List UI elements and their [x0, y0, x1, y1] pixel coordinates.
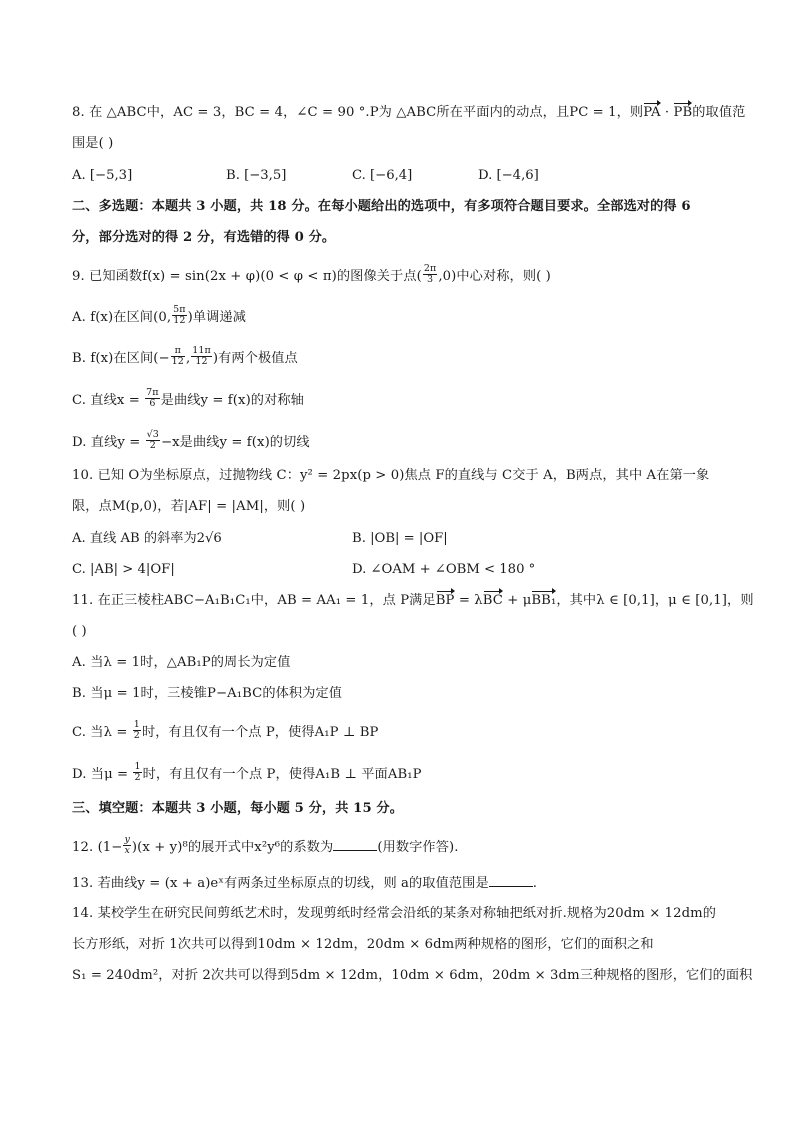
vector-pb: PB [673, 105, 693, 120]
q12-stem: 12. (1− $\frac{y}{x}$ )(x + y)⁸的展开式中x²y⁶的系数为 (用数字作答). [72, 834, 459, 856]
q10-option-c: C. |AB| > 4|OF| [72, 562, 175, 577]
q8-option-c: C. [−6,4] [352, 168, 413, 183]
fraction: $\frac{√3}{2}$ [146, 429, 159, 451]
fraction: $\frac{2\pi}{3}$ [423, 263, 437, 285]
q9-option-c: C. 直线x = $\frac{7\pi}{6}$ 是曲线y = f(x)的对称轴 [72, 387, 304, 409]
fraction: $\frac{1}{2}$ [134, 761, 141, 783]
section2-heading-line2: 分，部分选对的得 2 分，有选错的得 0 分。 [72, 230, 336, 245]
q8-option-a: A. [−5,3] [72, 168, 133, 183]
q10-option-a: A. 直线 AB 的斜率为2√6 [72, 531, 222, 546]
fraction: $\frac{7\pi}{6}$ [146, 387, 159, 409]
q11-stem-line2: ( ) [72, 624, 87, 639]
q14-stem-line2: 长方形纸，对折 1次共可以得到10dm × 12dm，20dm × 6dm两种规格的图形，它们的面积之和 [72, 937, 654, 952]
answer-blank[interactable] [333, 838, 377, 851]
vector-pa: PA [643, 105, 661, 120]
q11-option-b: B. 当μ = 1时，三棱锥P−A₁BC的体积为定值 [72, 686, 343, 701]
q9-option-b: B. f(x)在区间(− $\frac{\pi}{12}$ , $\frac{11\pi}{12}$ )有两个极值点 [72, 345, 298, 367]
q8-option-d: D. [−4,6] [478, 168, 539, 183]
fraction: $\frac{11\pi}{12}$ [192, 345, 211, 367]
q13-stem: 13. 若曲线y = (x + a)eˣ有两条过坐标原点的切线，则 a的取值范围是 . [72, 876, 538, 891]
section3-heading: 三、填空题：本题共 3 小题，每小题 5 分，共 15 分。 [72, 801, 403, 816]
q9-option-a: A. f(x)在区间(0, $\frac{5\pi}{12}$ )单调递减 [72, 304, 247, 326]
fraction: $\frac{5\pi}{12}$ [173, 304, 186, 326]
vector-bp: BP [435, 593, 455, 608]
q10-option-d: D. ∠OAM + ∠OBM < 180 ° [352, 562, 536, 577]
fraction: $\frac{y}{x}$ [124, 834, 130, 856]
q11-option-d: D. 当μ = $\frac{1}{2}$ 时，有且仅有一个点 P，使得A₁B ⊥ 平面AB₁P [72, 761, 422, 783]
section2-heading-line1: 二、多选题：本题共 3 小题，共 18 分。在每小题给出的选项中，有多项符合题目要求。全部选对的得 6 [72, 199, 691, 214]
q9-stem: 9. 已知函数f(x) = sin(2x + φ)(0 < φ < π)的图像关于点( $\frac{2\pi}{3}$ ,0)中心对称，则( ) [72, 263, 551, 285]
q11-stem-line1: 11. 在正三棱柱ABC−A₁B₁C₁中，AB = AA₁ = 1，点 P满足BP = λBC + μBB₁，其中λ ∈ [0,1]，μ ∈ [0,1]，则 [72, 593, 754, 608]
q14-stem-line1: 14. 某校学生在研究民间剪纸艺术时，发现剪纸时经常会沿纸的某条对称轴把纸对折.规格为20dm × 12dm的 [72, 906, 717, 921]
q8-stem-line1: 8. 在 △ABC中，AC = 3，BC = 4，∠C = 90 °.P为 △ABC所在平面内的动点，且PC = 1，则PA · PB的取值范 [72, 105, 746, 120]
q8-stem-line2: 围是( ) [72, 136, 114, 151]
q10-option-b: B. |OB| = |OF| [352, 531, 448, 546]
q11-option-a: A. 当λ = 1时，△AB₁P的周长为定值 [72, 655, 291, 670]
q10-stem-line2: 限，点M(p,0)，若|AF| = |AM|，则( ) [72, 499, 306, 514]
vector-bc: BC [482, 593, 503, 608]
q9-option-d: D. 直线y = $\frac{√3}{2}$ −x是曲线y = f(x)的切线 [72, 429, 310, 451]
fraction: $\frac{\pi}{12}$ [171, 345, 184, 367]
q10-stem-line1: 10. 已知 O为坐标原点，过抛物线 C：y² = 2px(p > 0)焦点 F的直线与 C交于 A，B两点，其中 A在第一象 [72, 468, 710, 483]
answer-blank[interactable] [489, 874, 533, 887]
q14-stem-line3: S₁ = 240dm²，对折 2次共可以得到5dm × 12dm，10dm × 6dm，20dm × 3dm三种规格的图形，它们的面积 [72, 968, 753, 983]
vector-bb1: BB₁ [531, 593, 557, 608]
q8-option-b: B. [−3,5] [226, 168, 287, 183]
fraction: $\frac{1}{2}$ [133, 719, 140, 741]
q11-option-c: C. 当λ = $\frac{1}{2}$ 时，有且仅有一个点 P，使得A₁P ⊥ BP [72, 719, 379, 741]
